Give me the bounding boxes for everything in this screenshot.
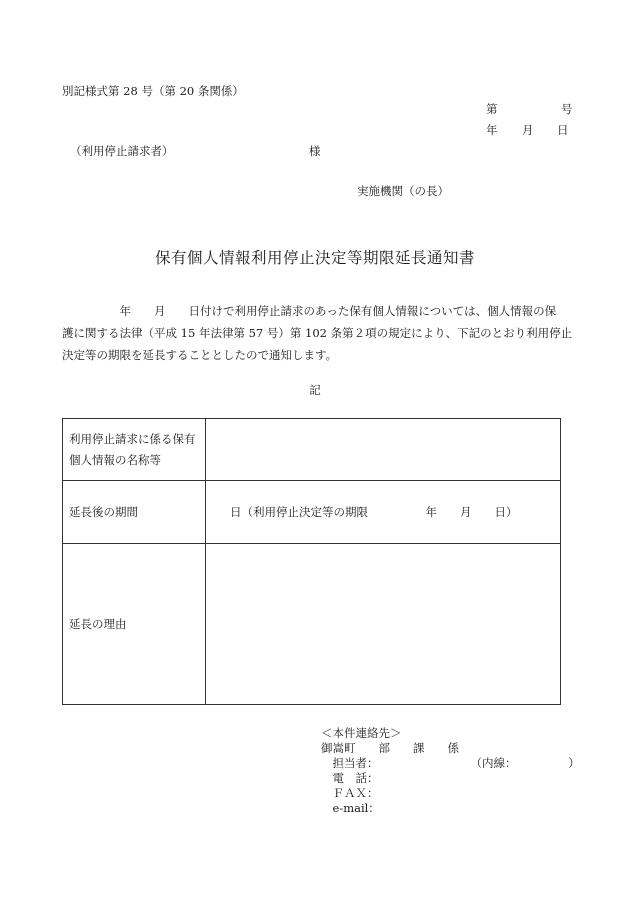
body-line: 護に関する法律（平成 15 年法律第 57 号）第 102 条第２項の規定により、下記のとおり利用停止 xyxy=(62,326,573,340)
table-row xyxy=(63,481,561,544)
recipient-label: （利用停止請求者） xyxy=(70,144,174,158)
contact-person: 担当者： （内線： ） xyxy=(321,756,580,770)
table-row xyxy=(63,544,561,705)
contact-phone: 電 話： xyxy=(321,771,379,785)
body-line: 年 月 日付けで利用停止請求のあった保有個人情報については、個人情報の保 xyxy=(62,304,557,318)
form-id: 別記様式第 28 号（第 20 条関係） xyxy=(62,84,244,98)
extension-reason-value xyxy=(206,544,561,705)
extended-period-label: 延長後の期間 xyxy=(63,481,206,544)
contact-fax: ＦＡＸ： xyxy=(321,786,379,800)
info-name-label-line2: 個人情報の名称等 xyxy=(69,452,161,467)
note-mark: 記 xyxy=(309,383,321,397)
contact-email: e-mail： xyxy=(321,801,380,815)
table-row xyxy=(63,419,561,481)
document-title: 保有個人情報利用停止決定等期限延長通知書 xyxy=(154,249,475,267)
date-day-label: 日 xyxy=(557,123,569,137)
info-name-label-line1: 利用停止請求に係る保有 xyxy=(69,431,196,446)
date-year-label: 年 xyxy=(486,123,498,137)
extension-reason-label: 延長の理由 xyxy=(63,544,206,705)
extended-period-value: 日（利用停止決定等の期限 年 月 日） xyxy=(206,481,561,544)
body-paragraph xyxy=(62,300,574,366)
issuer-label: 実施機関（の長） xyxy=(357,184,449,198)
contact-dept: 御嵩町 部 課 係 xyxy=(321,741,459,755)
honorific: 様 xyxy=(309,144,321,158)
doc-number-label: 第 xyxy=(486,102,498,116)
contact-heading: ＜本件連絡先＞ xyxy=(321,726,402,740)
info-table xyxy=(62,418,561,705)
info-name-label xyxy=(63,419,206,481)
body-line: 決定等の期限を延長することとしたので通知します。 xyxy=(62,348,338,362)
info-name-value xyxy=(206,419,561,481)
contact-block xyxy=(321,726,580,816)
date-month-label: 月 xyxy=(522,123,534,137)
doc-number-suffix: 号 xyxy=(561,102,573,116)
